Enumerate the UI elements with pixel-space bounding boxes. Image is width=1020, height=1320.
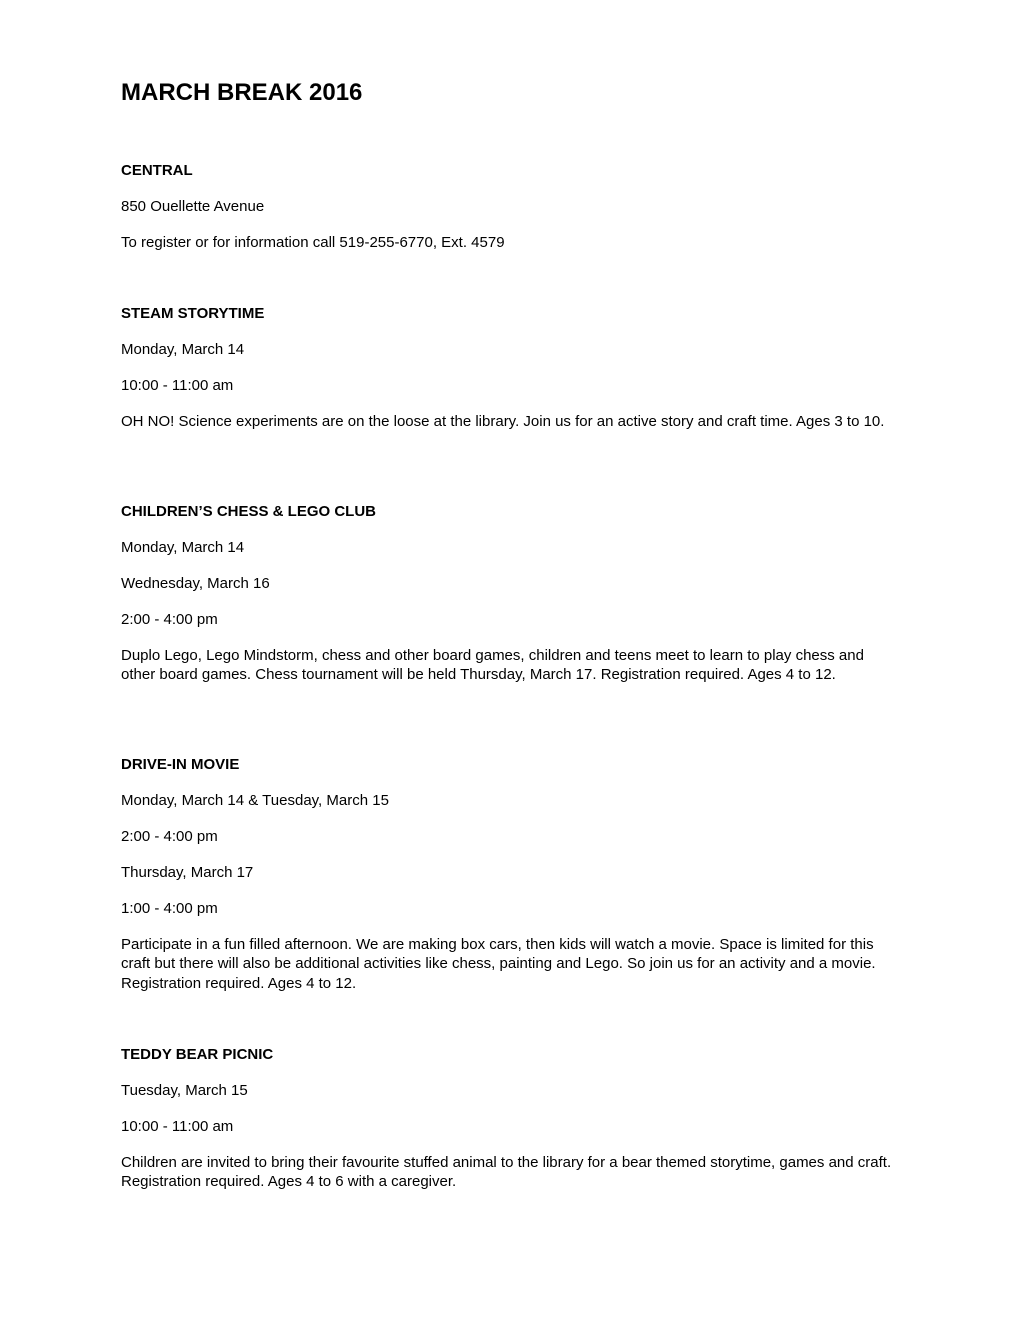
event-title: DRIVE-IN MOVIE (121, 756, 240, 773)
event-time: 10:00 - 11:00 am (121, 377, 234, 394)
event-date: Monday, March 14 & Tuesday, March 15 (121, 792, 389, 809)
event-title: STEAM STORYTIME (121, 305, 265, 322)
document-title: MARCH BREAK 2016 (121, 79, 363, 106)
location-contact: To register or for information call 519-255-6770, Ext. 4579 (121, 234, 505, 251)
event-description: Participate in a fun filled afternoon. We are making box cars, then kids will watch a movie. Space is limited for this craft but there will also be additional activities like chess, painting and Lego. So join us for an activity and a movie. Registration required. Ages 4 to 12. (121, 936, 876, 992)
event-date: Monday, March 14 (121, 539, 245, 556)
location-address: 850 Ouellette Avenue (121, 198, 265, 215)
event-description: Children are invited to bring their favourite stuffed animal to the library for a bear themed storytime, games and craft. Registration required. Ages 4 to 6 with a caregiver. (121, 1154, 892, 1191)
event-date: Tuesday, March 15 (121, 1082, 248, 1099)
event-title: TEDDY BEAR PICNIC (121, 1046, 274, 1063)
event-description: OH NO! Science experiments are on the loose at the library. Join us for an active story and craft time. Ages 3 to 10. (121, 413, 885, 430)
event-time: 2:00 - 4:00 pm (121, 611, 218, 628)
event-date: Thursday, March 17 (121, 864, 254, 881)
event-date: Monday, March 14 (121, 341, 245, 358)
event-description: Duplo Lego, Lego Mindstorm, chess and other board games, children and teens meet to learn to play chess and other board games. Chess tournament will be held Thursday, March 17. Registration required. Ages 4 to 12. (121, 647, 864, 684)
location-name: CENTRAL (121, 162, 193, 179)
event-time: 2:00 - 4:00 pm (121, 828, 218, 845)
event-date: Wednesday, March 16 (121, 575, 270, 592)
event-time: 10:00 - 11:00 am (121, 1118, 234, 1135)
event-time: 1:00 - 4:00 pm (121, 900, 218, 917)
event-title: CHILDREN’S CHESS & LEGO CLUB (121, 503, 377, 520)
